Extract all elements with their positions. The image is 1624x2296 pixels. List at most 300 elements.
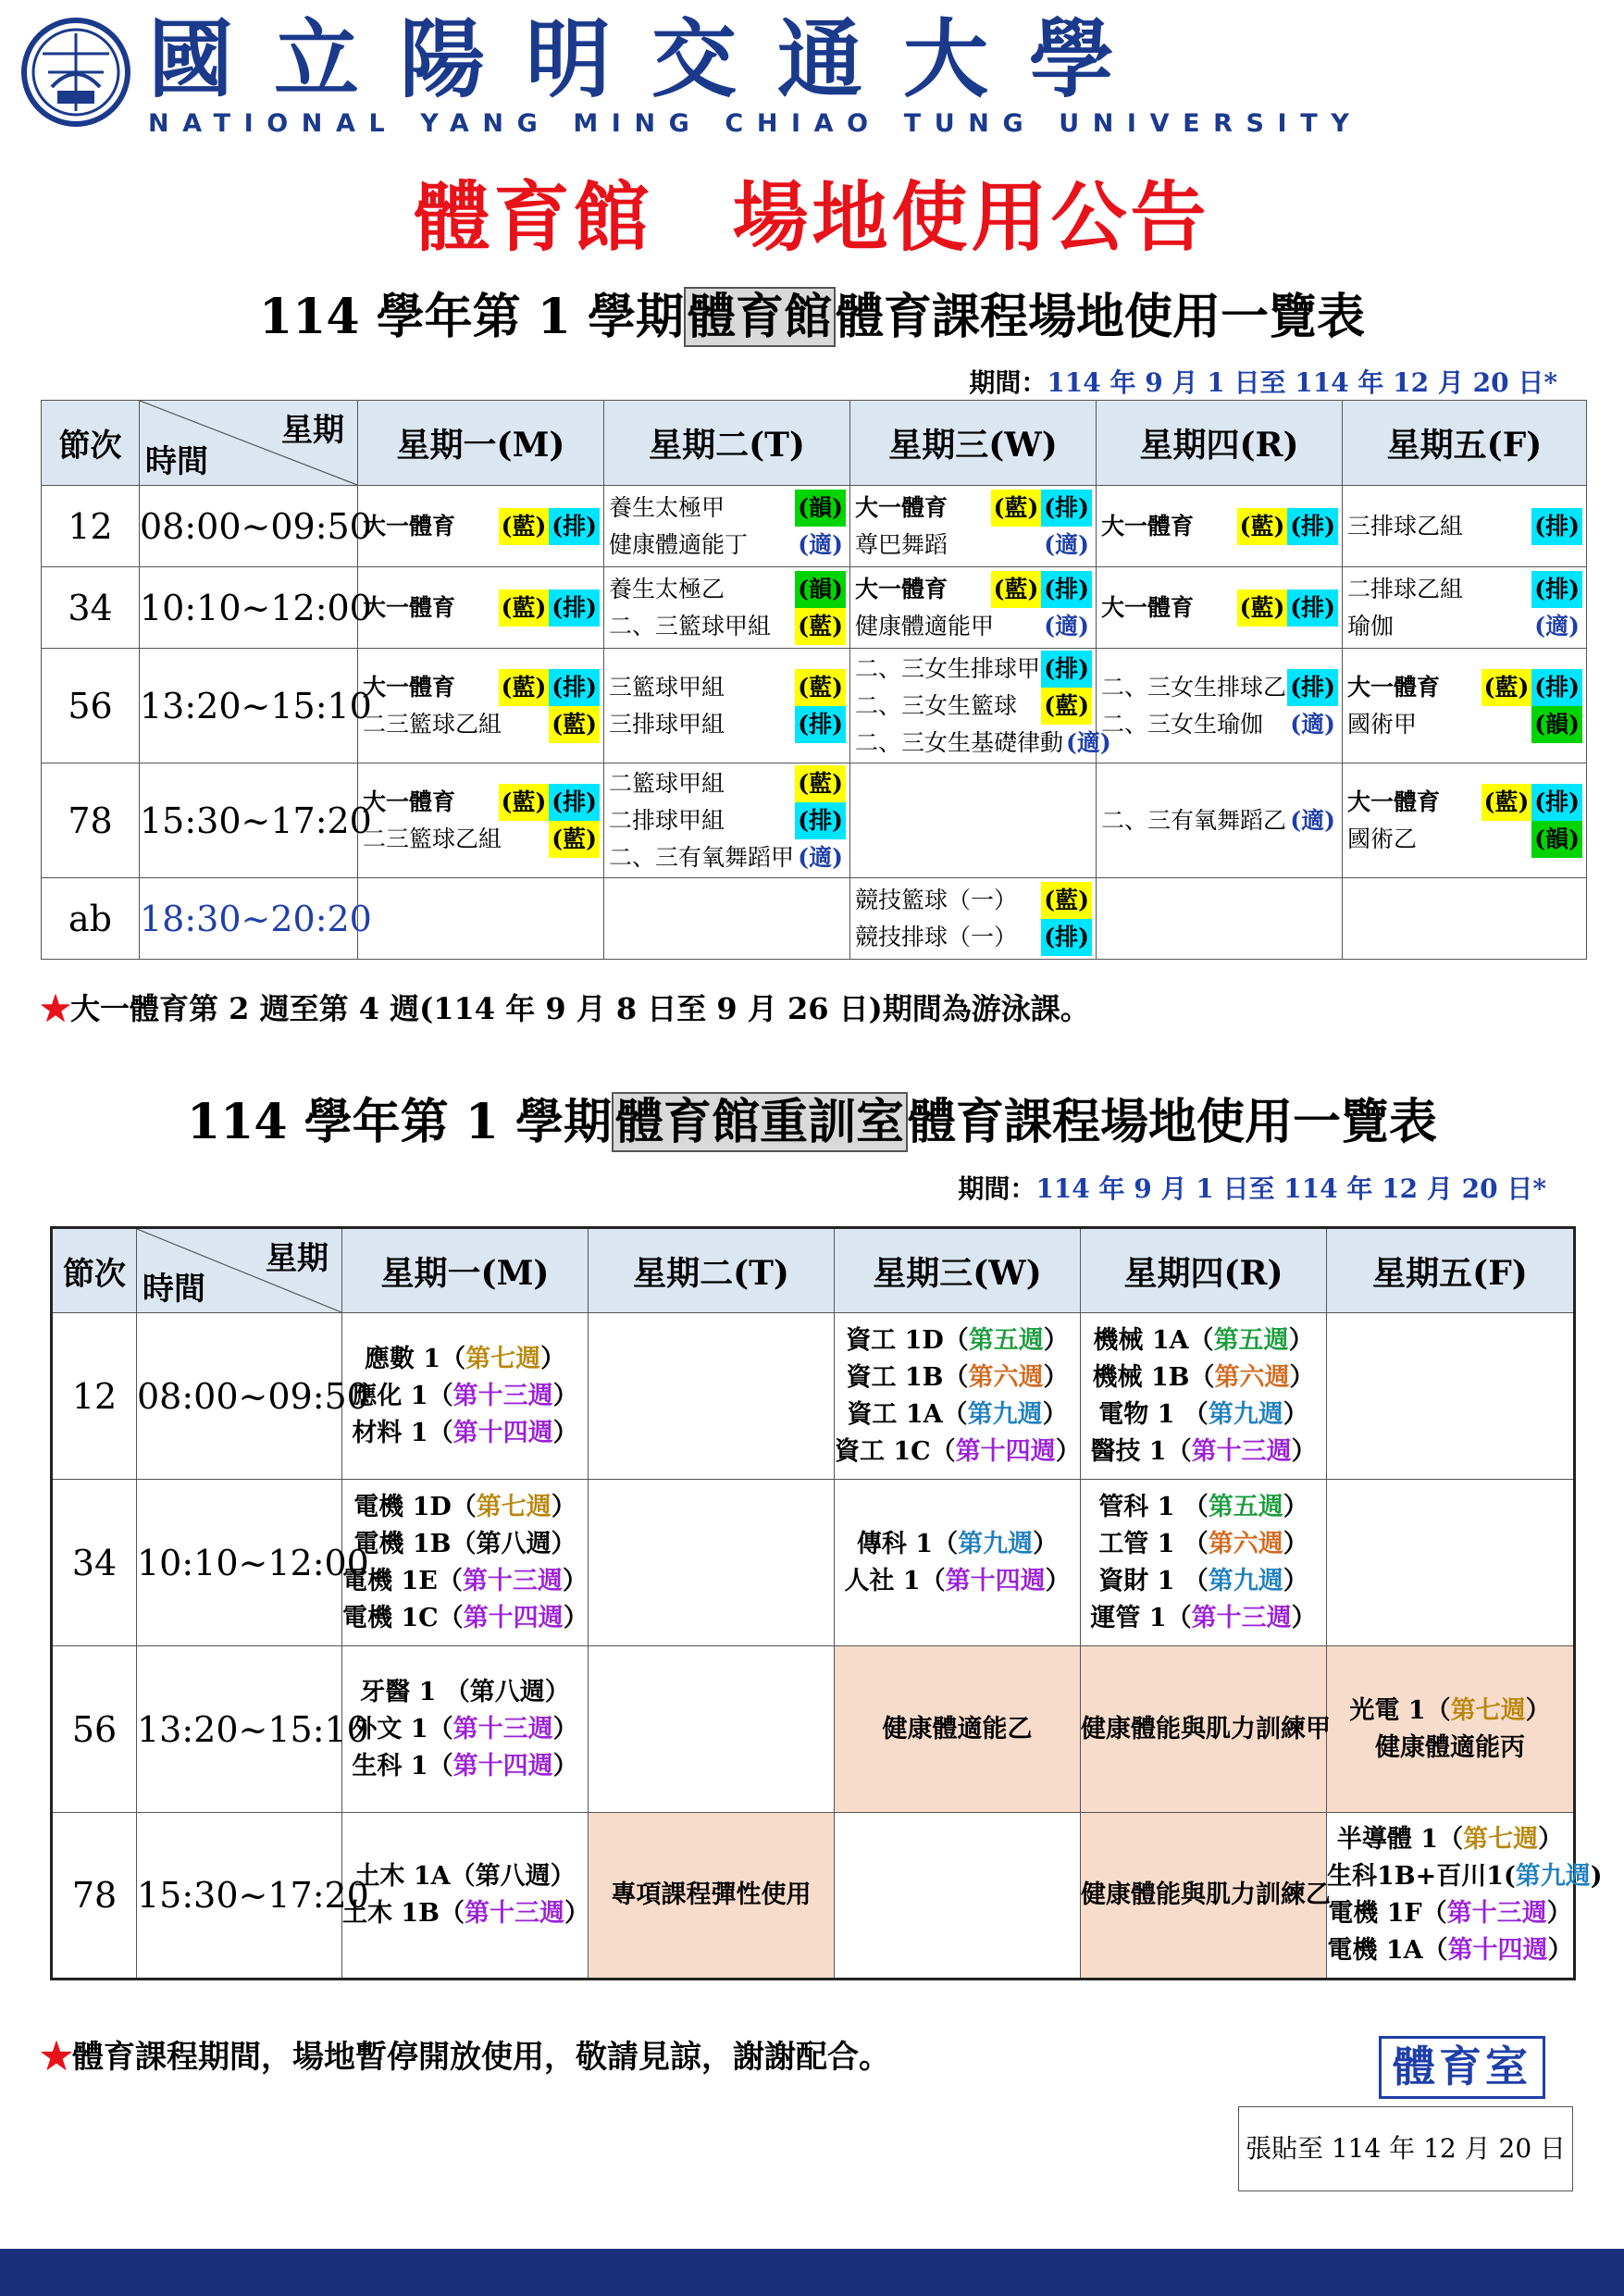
table2-title: [0, 1083, 1624, 1152]
table1-period-value: 114 年 9 月 1 日至 114 年 12 月 20 日*: [1047, 367, 1557, 398]
schedule-cell: [1343, 878, 1587, 960]
footer-bar: [0, 2249, 1624, 2296]
table1-header-day: 星期三(W): [850, 401, 1097, 486]
class-close: ）: [552, 1751, 578, 1781]
class-name: 電機 1D（: [353, 1492, 477, 1521]
table1-header-corner: [140, 401, 358, 486]
schedule-cell: [342, 1646, 589, 1813]
class-name: 材料 1（: [352, 1418, 453, 1447]
sport-tag: (排): [1531, 784, 1582, 821]
schedule-cell: [604, 567, 850, 649]
course-entry: [1343, 706, 1586, 743]
sport-tag: (排): [1041, 571, 1092, 608]
class-close: ）: [564, 1899, 590, 1928]
table2-corner-time: 時間: [143, 1271, 205, 1308]
class-name: 健康體能與肌力訓練乙: [1081, 1880, 1331, 1909]
period-cell: 34: [52, 1480, 137, 1646]
class-name: 資工 1A（: [847, 1399, 968, 1429]
sport-tag: (適): [1066, 728, 1111, 756]
course-entry: [1343, 608, 1586, 645]
sport-tag: (排): [1531, 669, 1582, 706]
course-tags: [1287, 706, 1338, 743]
week-label: 第十四週: [945, 1566, 1046, 1595]
sport-tag: (藍): [499, 669, 550, 706]
class-close: ）: [1043, 1362, 1069, 1392]
class-entry: [342, 1711, 588, 1748]
period-cell: 12: [42, 486, 140, 567]
table1-header-row: [42, 401, 1587, 486]
class-name: 機械 1A（: [1093, 1325, 1214, 1355]
class-entry: [1081, 1359, 1326, 1396]
week-label: 第八週: [475, 1862, 551, 1891]
class-entry: [1081, 1711, 1331, 1748]
sport-tag: (排): [1041, 490, 1092, 527]
course-entry: [850, 919, 1096, 956]
course-name: 大一體育: [363, 673, 456, 701]
class-entry: [342, 1526, 588, 1563]
class-entry: [342, 1489, 588, 1526]
time-cell: 08:00~09:50: [137, 1313, 342, 1480]
class-entry: [835, 1526, 1080, 1563]
course-name: 競技籃球（一）: [855, 886, 1018, 913]
class-name: 應數 1（: [364, 1344, 466, 1373]
sport-tag: (適): [1044, 612, 1089, 639]
class-close: ）: [1538, 1825, 1564, 1854]
star-icon: ★: [41, 2039, 72, 2076]
table1-row: [42, 486, 1587, 567]
schedule-cell: [1327, 1813, 1603, 1980]
schedule-cell: [589, 1313, 835, 1480]
class-close: ）: [552, 1381, 578, 1410]
course-name: 健康體適能丁: [609, 530, 749, 558]
course-entry: [1097, 669, 1342, 706]
table2-corner-day: 星期: [266, 1240, 329, 1277]
class-name: 管科 1 （: [1098, 1492, 1209, 1521]
sport-tag: (韻): [795, 571, 846, 608]
schedule-cell: [604, 763, 850, 878]
course-entry: [358, 821, 603, 858]
sport-tag-label: 排: [563, 593, 587, 621]
week-label: 第八週: [476, 1529, 552, 1558]
schedule-cell: [1081, 1313, 1327, 1480]
sport-tag: (藍): [499, 508, 550, 545]
week-label: 第九週: [1515, 1862, 1591, 1891]
course-name: 國術乙: [1347, 825, 1418, 852]
sport-tag: (藍): [549, 821, 600, 858]
course-name: 二、三女生排球乙: [1101, 673, 1287, 701]
week-label: 第五週: [1208, 1492, 1283, 1521]
posted-until: 張貼至 114 年 12 月 20 日: [1238, 2106, 1573, 2191]
class-close: ）: [1546, 1899, 1572, 1928]
table1-period: [969, 363, 1557, 400]
table2-header-row: [52, 1228, 1575, 1313]
week-label: 第十三週: [1446, 1899, 1547, 1928]
course-name: 大一體育: [855, 493, 948, 521]
gym-schedule-table: [41, 400, 1587, 960]
class-entry: [835, 1433, 1080, 1471]
sport-tag: (藍): [1481, 669, 1532, 706]
schedule-cell: [835, 1646, 1081, 1813]
table1-corner-time: 時間: [145, 443, 208, 480]
table2-header-day: 星期四(R): [1081, 1228, 1327, 1313]
sport-tag: (藍): [795, 608, 846, 645]
course-name: 大一體育: [855, 575, 948, 602]
class-entry: [342, 1563, 588, 1600]
course-entry: [1343, 508, 1586, 545]
class-entry: [1081, 1433, 1326, 1471]
schedule-cell: [589, 1813, 835, 1980]
sport-tag: (排): [549, 590, 600, 627]
schedule-cell: [1097, 649, 1343, 763]
schedule-cell: [1097, 486, 1343, 567]
sport-tag: (藍): [499, 590, 550, 627]
class-entry: [835, 1396, 1080, 1433]
class-close: ）: [1045, 1566, 1071, 1595]
course-tags: [991, 490, 1092, 527]
class-close: ）: [1525, 1695, 1551, 1725]
class-entry: [342, 1895, 588, 1932]
sport-tag-label: 適: [1055, 612, 1079, 639]
sport-tag-label: 藍: [512, 512, 536, 540]
class-name: 醫技 1（: [1090, 1436, 1192, 1466]
time-cell: 13:20~15:10: [137, 1646, 342, 1813]
course-entry: [1097, 802, 1342, 839]
schedule-cell: [358, 649, 604, 763]
course-name: 大一體育: [1101, 512, 1195, 540]
table1-header-day: 星期五(F): [1343, 401, 1587, 486]
table1-row: [42, 567, 1587, 649]
course-tags: [499, 784, 600, 821]
table2-header-period: 節次: [52, 1228, 137, 1313]
course-tags: [795, 706, 846, 743]
sport-tag-label: 適: [1301, 710, 1325, 738]
table2-row: [52, 1480, 1575, 1646]
class-close: ）: [551, 1529, 576, 1558]
sport-tag-label: 藍: [1250, 593, 1274, 621]
schedule-cell: [1097, 567, 1343, 649]
table2-period-value: 114 年 9 月 1 日至 114 年 12 月 20 日*: [1035, 1173, 1546, 1204]
course-tags: [1481, 669, 1582, 706]
course-entry: [358, 508, 603, 545]
schedule-cell: [835, 1813, 1081, 1980]
course-entry: [1343, 669, 1586, 706]
schedule-cell: [835, 1480, 1081, 1646]
table1-title-highlight: 體育館: [684, 287, 836, 347]
sport-tag-label: 藍: [809, 612, 833, 639]
class-entry: [835, 1563, 1080, 1600]
sport-tag-label: 適: [1055, 530, 1079, 558]
class-close: ）: [1042, 1399, 1068, 1429]
table1-corner-day: 星期: [281, 412, 344, 449]
course-tags: [795, 839, 846, 876]
class-entry: [1081, 1489, 1326, 1526]
pe-office-stamp: 體育室: [1379, 2036, 1545, 2099]
table2-row: [52, 1646, 1575, 1813]
class-name: 機械 1B（: [1092, 1362, 1215, 1392]
class-close: ）: [563, 1603, 589, 1632]
class-name: 資工 1C（: [835, 1436, 956, 1466]
sport-tag-label: 排: [1055, 493, 1079, 521]
sport-tag-label: 適: [1076, 728, 1100, 756]
sport-tag: (適): [798, 530, 843, 558]
course-name: 國術甲: [1347, 710, 1418, 738]
class-name: 專項課程彈性使用: [611, 1880, 812, 1909]
sport-tag: (排): [549, 784, 600, 821]
class-close: ）: [544, 1677, 570, 1706]
table2-header-day: 星期一(M): [342, 1228, 589, 1313]
schedule-cell: [604, 486, 850, 567]
class-close: ）: [1055, 1436, 1081, 1466]
table2-header-day: 星期五(F): [1327, 1228, 1575, 1313]
course-name: 二、三女生籃球: [855, 691, 1018, 719]
schedule-cell: [850, 486, 1097, 567]
period-cell: 56: [52, 1646, 137, 1813]
class-entry: [342, 1748, 588, 1785]
sport-tag: (藍): [1237, 590, 1288, 627]
table1-period-label: 期間：: [969, 367, 1048, 398]
class-entry: [342, 1341, 588, 1378]
class-entry: [342, 1415, 588, 1452]
course-name: 三籃球甲組: [609, 673, 725, 701]
course-entry: [604, 669, 849, 706]
sport-tag-label: 韻: [809, 493, 833, 521]
course-name: 二籃球甲組: [609, 769, 725, 797]
week-label: 第九週: [967, 1399, 1043, 1429]
weight-room-schedule-table: [50, 1226, 1603, 1980]
table1-note-text: 大一體育第 2 週至第 4 週(114 年 9 月 8 日至 9 月 26 日)期間為游泳課。: [70, 991, 1090, 1026]
course-entry: [604, 571, 849, 608]
class-name: 應化 1（: [352, 1381, 453, 1410]
course-tags: [991, 571, 1092, 608]
sport-tag: (排): [1287, 508, 1338, 545]
sport-tag-label: 韻: [809, 575, 833, 602]
class-entry: [1327, 1858, 1603, 1895]
week-label: 第九週: [958, 1529, 1034, 1558]
sport-tag: (韻): [795, 490, 846, 527]
class-entry: [835, 1711, 1080, 1748]
table1-note: [41, 986, 1090, 1028]
schedule-cell: [358, 486, 604, 567]
course-tags: [499, 669, 600, 706]
class-close: ）: [551, 1492, 576, 1521]
course-name: 二三籃球乙組: [363, 710, 502, 738]
schedule-cell: [604, 878, 850, 960]
class-close: ）: [562, 1566, 588, 1595]
course-tags: [1041, 882, 1092, 919]
schedule-cell: [604, 649, 850, 763]
course-tags: [549, 821, 600, 858]
course-entry: [850, 651, 1096, 688]
course-name: 大一體育: [363, 593, 456, 621]
sport-tag-label: 排: [563, 673, 587, 701]
course-name: 二、三有氧舞蹈乙: [1101, 806, 1287, 834]
sport-tag-label: 藍: [809, 673, 833, 701]
course-tags: [1237, 590, 1338, 627]
class-close: ): [1590, 1862, 1603, 1891]
university-name-en: NATIONAL YANG MING CHIAO TUNG UNIVERSITY: [148, 109, 1363, 138]
course-name: 養生太極甲: [609, 493, 725, 521]
week-label: 第十四週: [452, 1418, 553, 1447]
sport-tag: (藍): [795, 669, 846, 706]
week-label: 第五週: [1213, 1325, 1289, 1355]
course-entry: [604, 490, 849, 527]
sport-tag-label: 排: [1545, 673, 1569, 701]
course-entry: [850, 608, 1096, 645]
course-entry: [1097, 706, 1342, 743]
class-close: ）: [1288, 1325, 1314, 1355]
week-label: 第七週: [465, 1344, 541, 1373]
schedule-cell: [1327, 1313, 1575, 1480]
sport-tag-label: 排: [1301, 512, 1325, 540]
course-tags: [795, 669, 846, 706]
class-name: 資工 1B（: [846, 1362, 969, 1392]
table2-header-day: 星期三(W): [835, 1228, 1081, 1313]
schedule-cell: [1343, 486, 1587, 567]
class-entry: [1081, 1526, 1326, 1563]
class-close: ）: [552, 1418, 578, 1447]
class-entry: [342, 1858, 588, 1895]
course-entry: [604, 608, 849, 645]
course-tags: [1041, 688, 1092, 725]
sport-tag-label: 排: [1301, 673, 1325, 701]
course-name: 大一體育: [363, 512, 456, 540]
course-name: 二排球甲組: [609, 806, 725, 834]
sport-tag-label: 韻: [1545, 825, 1569, 852]
table1-row: [42, 649, 1587, 763]
table1-header-day: 星期二(T): [604, 401, 850, 486]
class-entry: [1081, 1600, 1326, 1637]
schedule-cell: [358, 763, 604, 878]
sport-tag-label: 排: [1055, 654, 1079, 682]
week-label: 第七週: [1450, 1695, 1526, 1725]
course-tags: [1237, 508, 1338, 545]
week-label: 第十四週: [955, 1436, 1056, 1466]
course-entry: [1343, 571, 1586, 608]
week-label: 第六週: [1214, 1362, 1290, 1392]
class-name: 半導體 1（: [1336, 1825, 1464, 1854]
table2-note: [41, 2031, 890, 2077]
class-close: ）: [550, 1862, 576, 1891]
period-cell: ab: [42, 878, 140, 960]
course-entry: [604, 527, 849, 564]
sport-tag-label: 排: [809, 806, 833, 834]
class-name: 電物 1 （: [1098, 1399, 1209, 1429]
course-tags: [795, 765, 846, 802]
class-close: ）: [1283, 1566, 1308, 1595]
course-name: 大一體育: [363, 788, 456, 815]
sport-tag: (排): [1531, 508, 1582, 545]
course-entry: [850, 725, 1111, 762]
schedule-cell: [1097, 763, 1343, 878]
schedule-cell: [850, 878, 1097, 960]
time-cell: 10:10~12:00: [137, 1480, 342, 1646]
class-name: 牙醫 1 （: [360, 1677, 470, 1706]
course-entry: [604, 765, 849, 802]
period-cell: 78: [52, 1813, 137, 1980]
table1-title: [0, 278, 1624, 347]
class-name: 電機 1A（: [1327, 1936, 1448, 1965]
schedule-cell: [589, 1646, 835, 1813]
class-entry: [342, 1674, 588, 1711]
course-name: 二、三有氧舞蹈甲: [609, 843, 795, 871]
schedule-cell: [1343, 763, 1587, 878]
table1-header-period: 節次: [42, 401, 140, 486]
sport-tag: (排): [549, 669, 600, 706]
course-entry: [358, 784, 603, 821]
course-tags: [1531, 706, 1582, 743]
course-name: 健康體適能甲: [855, 612, 995, 639]
class-close: ）: [1283, 1492, 1308, 1521]
class-entry: [342, 1378, 588, 1415]
class-name: 電機 1E（: [342, 1566, 463, 1595]
week-label: 第十三週: [452, 1714, 553, 1744]
course-tags: [1481, 784, 1582, 821]
sport-tag-label: 藍: [512, 593, 536, 621]
week-label: 第七週: [476, 1492, 552, 1521]
class-name: 電機 1B（: [353, 1529, 477, 1558]
course-tags: [1287, 669, 1338, 706]
class-name: 土木 1B（: [342, 1899, 465, 1928]
class-close: ）: [1289, 1362, 1315, 1392]
sport-tag-label: 適: [809, 530, 833, 558]
week-label: 第十三週: [465, 1899, 565, 1928]
course-entry: [358, 669, 603, 706]
university-name-zh: 國立陽明交通大學: [148, 10, 1156, 109]
page-title: 體育館 場地使用公告: [414, 173, 1210, 262]
sport-tag: (排): [1287, 669, 1338, 706]
course-entry: [358, 590, 603, 627]
period-cell: 34: [42, 567, 140, 649]
course-entry: [850, 571, 1096, 608]
course-name: 競技排球（一）: [855, 923, 1018, 950]
course-tags: [1041, 608, 1092, 645]
class-entry: [342, 1600, 588, 1637]
course-tags: [1041, 651, 1092, 688]
course-name: 三排球甲組: [609, 710, 725, 738]
sport-tag-label: 藍: [512, 788, 536, 815]
course-tags: [795, 490, 846, 527]
class-entry: [1081, 1563, 1326, 1600]
course-entry: [604, 802, 849, 839]
university-emblem-icon: [20, 17, 131, 128]
week-label: 第九週: [1208, 1566, 1283, 1595]
schedule-cell: [342, 1480, 589, 1646]
schedule-cell: [850, 649, 1111, 763]
course-tags: [549, 706, 600, 743]
course-entry: [1097, 590, 1342, 627]
sport-tag: (排): [795, 706, 846, 743]
time-cell: 08:00~09:50: [140, 486, 358, 567]
sport-tag-label: 排: [563, 512, 587, 540]
course-entry: [604, 839, 849, 876]
class-name: 光電 1（: [1349, 1695, 1451, 1725]
sport-tag: (藍): [1237, 508, 1288, 545]
schedule-cell: [850, 763, 1097, 878]
table1-header-day: 星期一(M): [358, 401, 604, 486]
class-name: 傳科 1（: [856, 1529, 959, 1558]
table2-note-text: 體育課程期間，場地暫停開放使用，敬請見諒，謝謝配合。: [72, 2039, 890, 2076]
week-label: 第十三週: [1191, 1603, 1292, 1632]
course-name: 大一體育: [1347, 673, 1441, 701]
week-label: 第十三週: [462, 1566, 563, 1595]
class-name: 土木 1A（: [354, 1862, 476, 1891]
course-name: 瑜伽: [1347, 612, 1395, 639]
schedule-cell: [1097, 878, 1343, 960]
sport-tag-label: 排: [809, 710, 833, 738]
schedule-cell: [358, 567, 604, 649]
sport-tag-label: 藍: [1250, 512, 1274, 540]
time-cell: 10:10~12:00: [140, 567, 358, 649]
